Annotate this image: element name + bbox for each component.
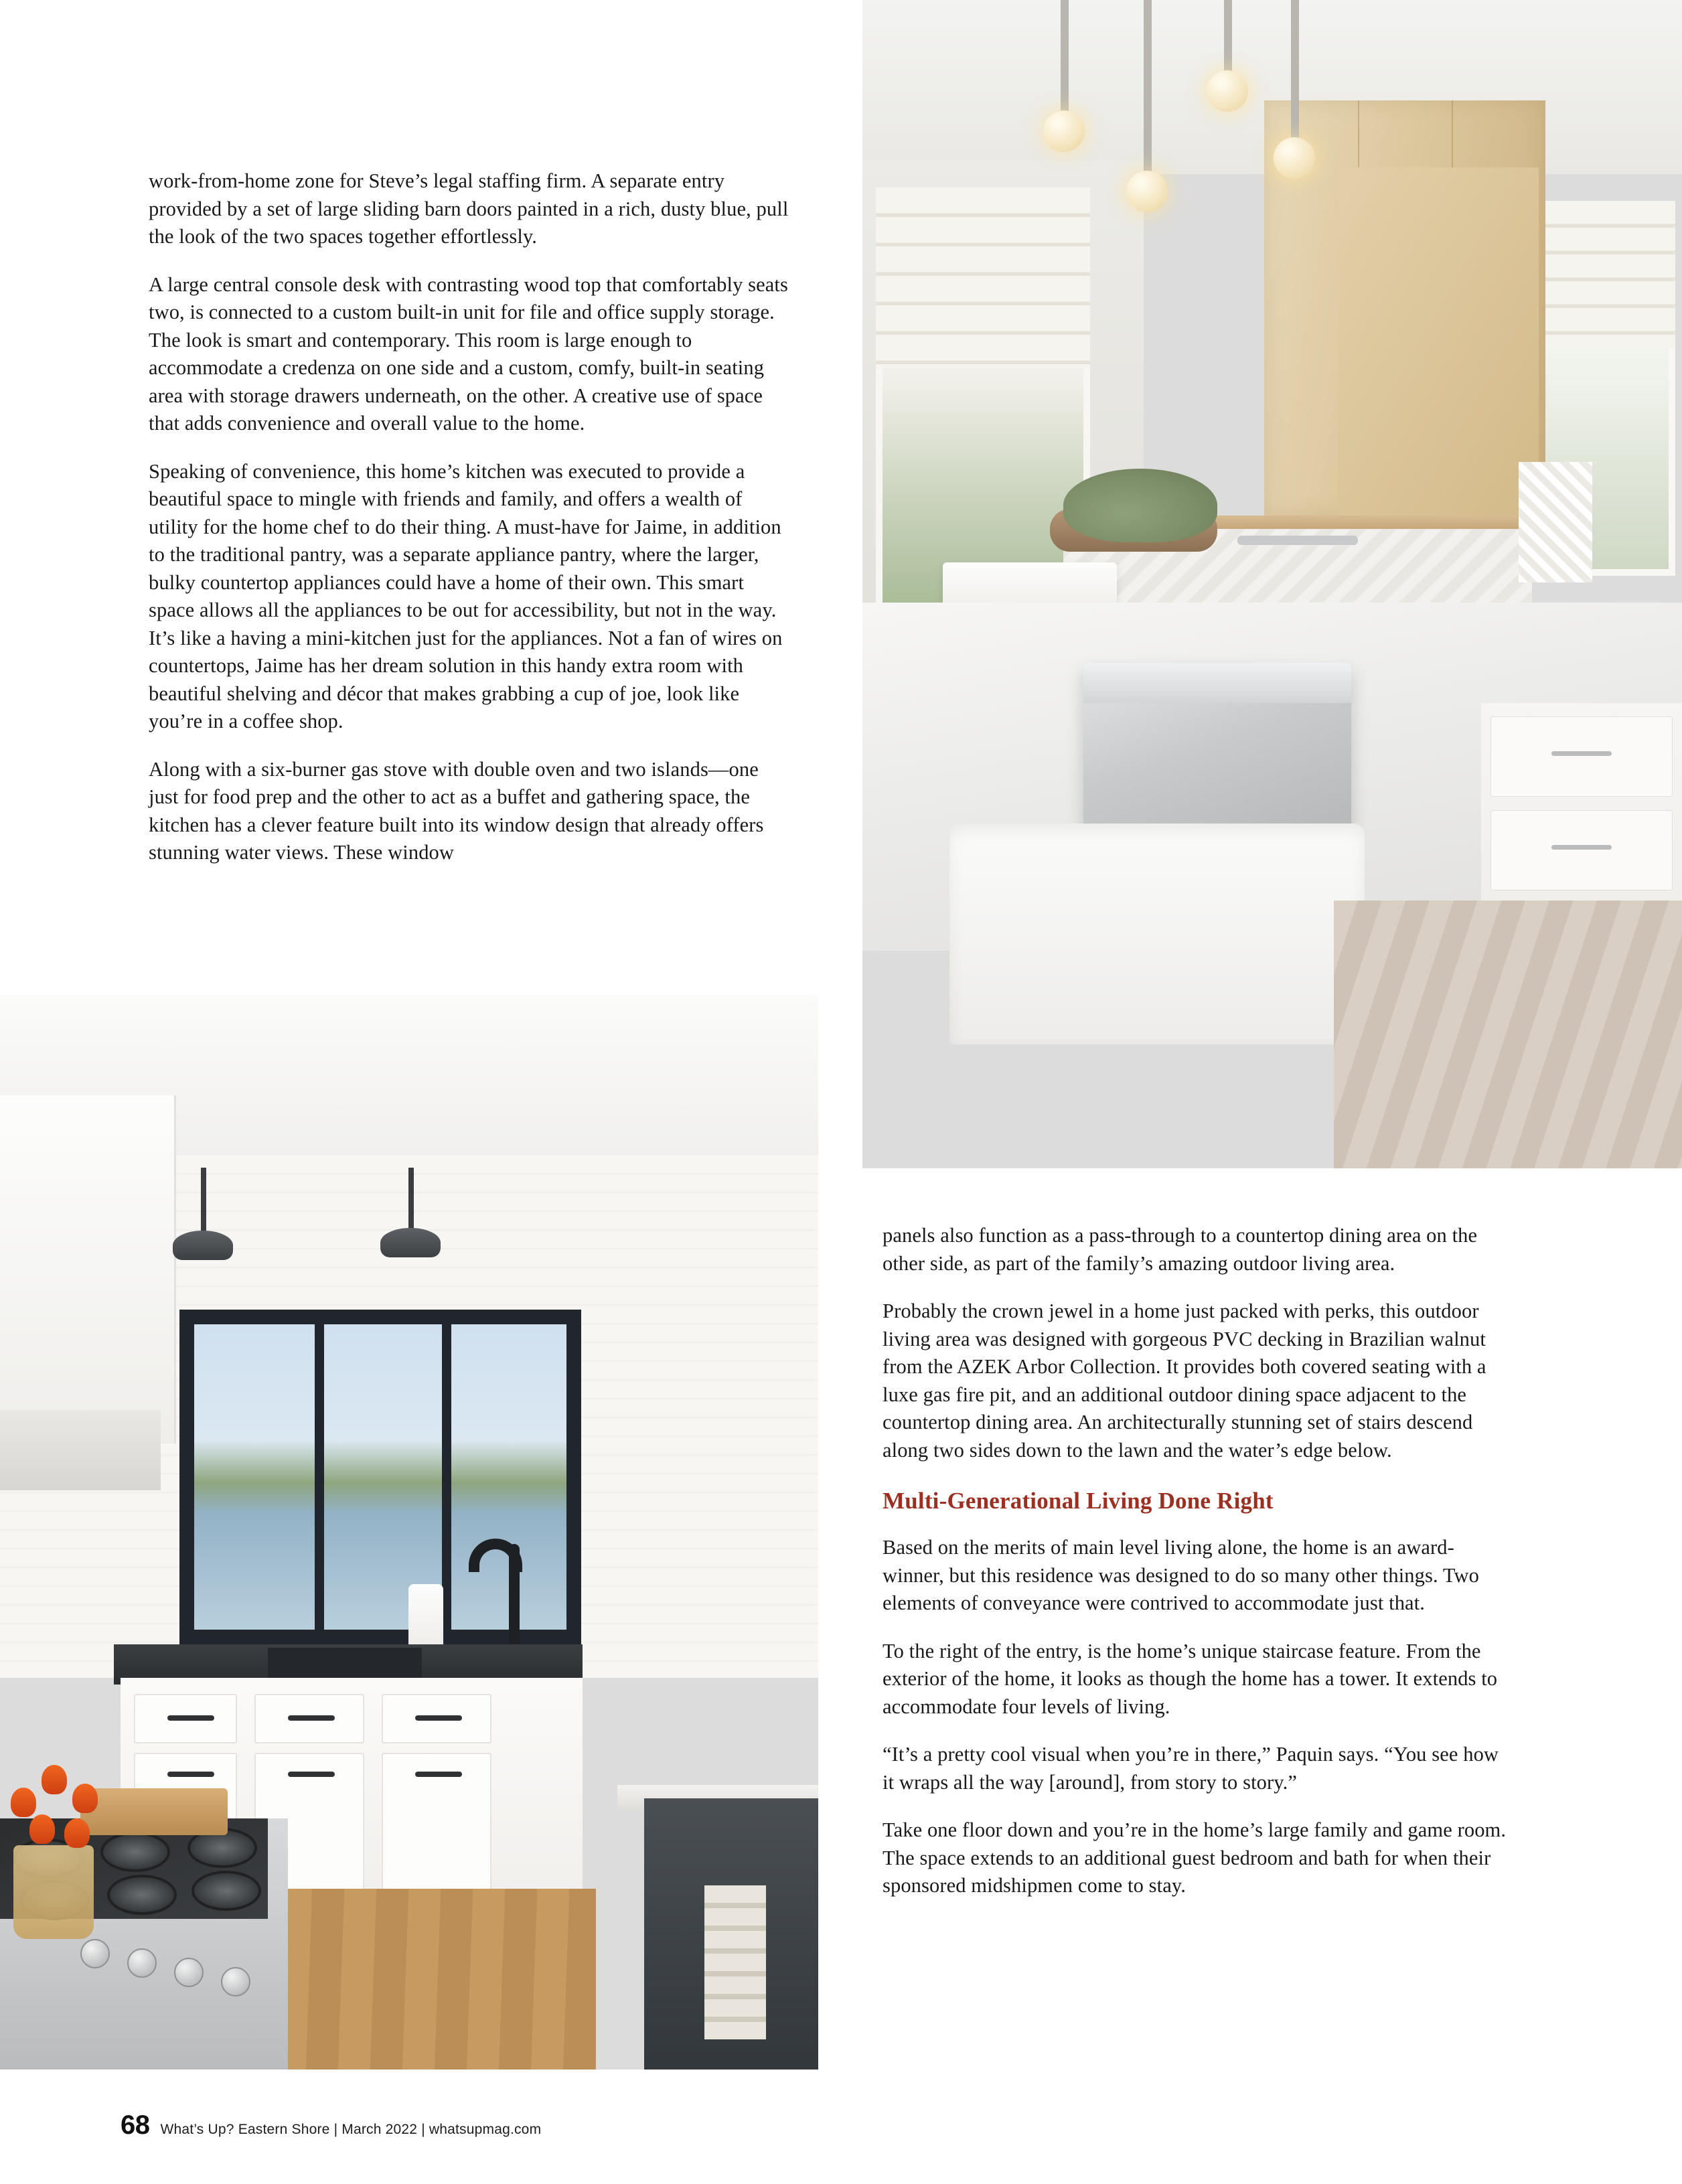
- pendant-bulb-2: [1126, 171, 1168, 212]
- wood-cabinet-lower: [1338, 167, 1539, 542]
- section-subhead: Multi-Generational Living Done Right: [883, 1488, 1274, 1514]
- kitchen-waterview-photo: [0, 995, 818, 2070]
- paragraph: Along with a six-burner gas stove with double oven and two islands—one just for food prep and the other to act as a buffet and gathering space, the kitchen has a clever feature built into its window design that already offers stunning water views. These window: [149, 757, 764, 864]
- paragraph: panels also function as a pass-through to a countertop dining area on the other side, as part of the family’s amazing outdoor living area.: [883, 1224, 1478, 1275]
- stainless-appliance: [1083, 663, 1351, 844]
- hanging-towel: [1519, 462, 1592, 582]
- burner: [192, 1871, 261, 1911]
- page-number: 68: [121, 2110, 150, 2140]
- paragraph: Take one floor down and you’re in the home’s large family and game room. The space extends to an additional guest bedroom and bath for when their sponsored midshipmen come to stay.: [883, 1818, 1507, 1897]
- paragraph: “It’s a pretty cool visual when you’re in there,” Paquin says. “You see how it wraps all the way [around], from story to story.”: [883, 1743, 1499, 1794]
- paragraph: work-from-home zone for Steve’s legal staffing firm. A separate entry provided by a set of large sliding barn doors painted in a rich, dusty blue, pull the look of the two spaces together effortlessly.: [149, 169, 789, 248]
- publication-line: What’s Up? Eastern Shore | March 2022 | whatsupmag.com: [160, 2122, 542, 2137]
- wood-floor: [1334, 901, 1682, 1168]
- paragraph: To the right of the entry, is the home’s unique staircase feature. From the exterior of the home, it looks as though the home has a tower. It extends to accommodate four levels of living.: [883, 1639, 1498, 1718]
- range-knob[interactable]: [221, 1967, 250, 1997]
- water-view-window: [179, 1310, 581, 1644]
- range-knob[interactable]: [80, 1939, 110, 1968]
- pendant-bulb-4: [1274, 137, 1315, 179]
- burner: [107, 1875, 177, 1915]
- wall-faucet: [1237, 536, 1358, 545]
- upper-cabinet: [0, 1095, 176, 1444]
- dish-towel: [704, 1885, 766, 2039]
- pendant-rod-2: [1144, 0, 1152, 174]
- page-footer: [121, 2110, 541, 2140]
- pendant-shade: [380, 1228, 441, 1257]
- paragraph: A large central console desk with contrasting wood top that comfortably seats two, is connected to a custom built-in unit for file and office supply storage. The look is smart and contemporary. This room is large enough to accommodate a credenza on one side and a custom, comfy, built-in seating area with storage drawers underneath, on the other. A creative use of space that adds convenience and overall value to the home.: [149, 272, 788, 435]
- kitchen-faucet: [509, 1544, 520, 1658]
- succulent-plant: [1063, 469, 1217, 542]
- range-knob[interactable]: [127, 1948, 157, 1978]
- window-shade-left: [876, 187, 1090, 368]
- farmhouse-sink: [949, 824, 1365, 1044]
- paragraph: Based on the merits of main level living alone, the home is an award-winner, but this residence was designed to do so many other things. Two elements of conveyance were contrived to accommodate just that.: [883, 1536, 1479, 1614]
- pendant-bulb-1: [1043, 110, 1085, 152]
- appliance-pantry-photo: [862, 0, 1682, 1168]
- range-knob[interactable]: [174, 1958, 204, 1987]
- range-hood: [0, 1410, 161, 1490]
- tulip-bouquet: [7, 1745, 121, 1852]
- left-text-column: [149, 167, 791, 867]
- pendant-rod-1: [1061, 0, 1069, 114]
- paragraph: Probably the crown jewel in a home just packed with perks, this outdoor living area was designed with gorgeous PVC decking in Brazilian walnut from the AZEK Arbor Collection. It provides both covered seating with a luxe gas fire pit, and an additional outdoor dining space adjacent to the countertop dining area. An architecturally stunning set of stairs descend along two sides down to the lawn and the water’s edge below.: [883, 1300, 1486, 1462]
- flower-vase: [13, 1845, 94, 1939]
- pendant-bulb-3: [1207, 70, 1248, 112]
- paragraph: Speaking of convenience, this home’s kitchen was executed to provide a beautiful space to mingle with friends and family, and offers a wealth of utility for the home chef to do their thing. A must-have for Jaime, in addition to the traditional pantry, was a separate appliance pantry, where the larger, bulky countertop appliances could have a home of their own. This smart space allows all the appliances to be out for accessibility, but not in the way. It’s like a having a mini-kitchen just for the appliances. Not a fan of wires on countertops, Jaime has her dream solution in this handy extra room with beautiful shelving and décor that makes grabbing a cup of joe, look like you’re in a coffee shop.: [149, 459, 783, 732]
- pendant-rod: [201, 1168, 206, 1235]
- pendant-rod-4: [1291, 0, 1299, 141]
- pendant-rod-3: [1224, 0, 1232, 74]
- right-text-column: [883, 1222, 1512, 1900]
- pendant-shade: [173, 1231, 233, 1260]
- pendant-rod: [408, 1168, 414, 1232]
